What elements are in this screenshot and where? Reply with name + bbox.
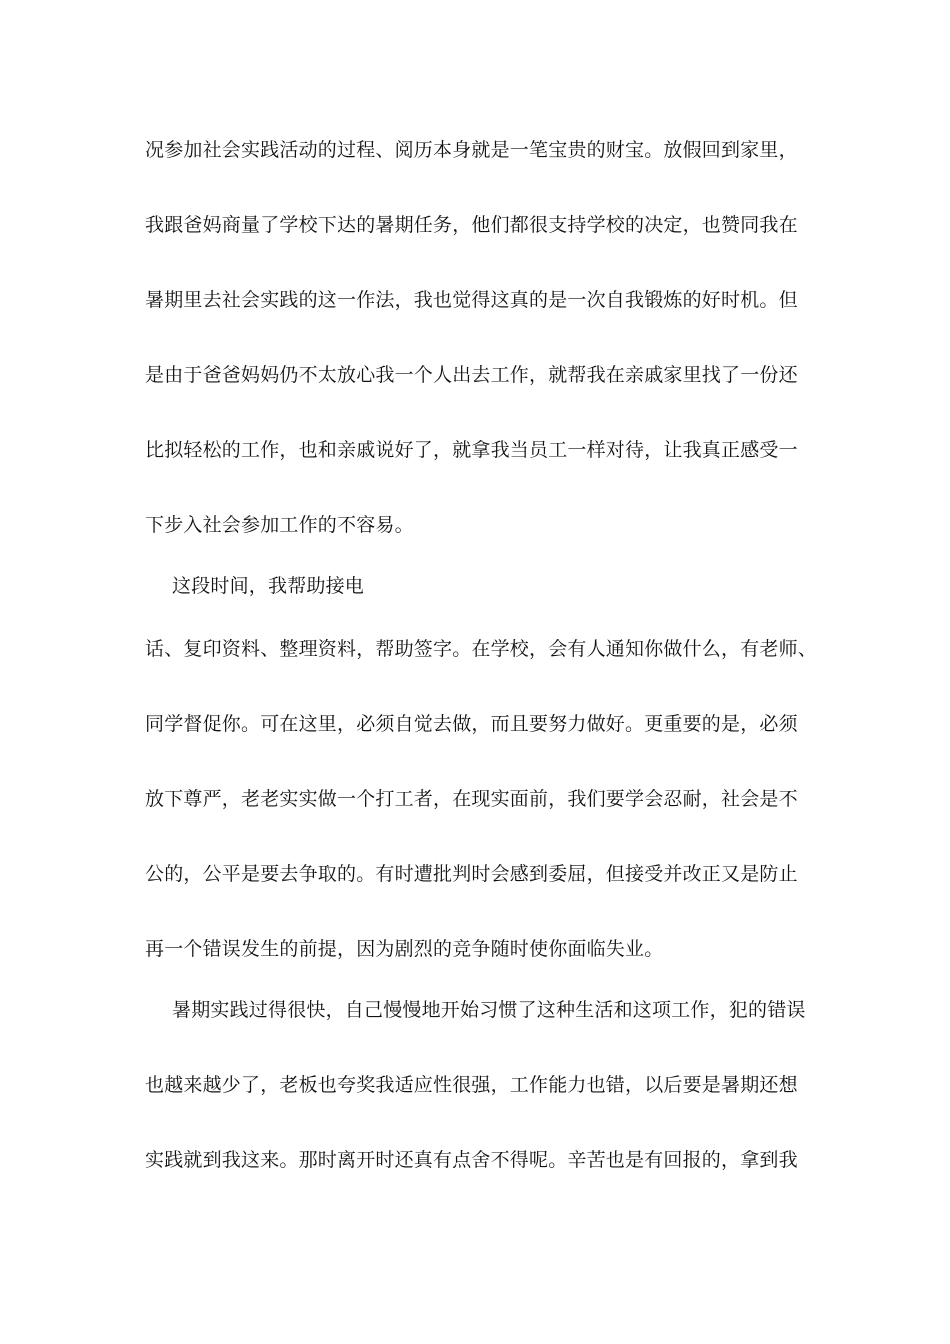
- text-line: 暑期里去社会实践的这一作法，我也觉得这真的是一次自我锻炼的好时机。但: [145, 289, 798, 311]
- text-line: 也越来越少了，老板也夸奖我适应性很强，工作能力也错，以后要是暑期还想: [145, 1074, 798, 1096]
- text-line: 我跟爸妈商量了学校下达的暑期任务，他们都很支持学校的决定，也赞同我在: [145, 214, 798, 236]
- text-line: 比拟轻松的工作，也和亲戚说好了，就拿我当员工一样对待，让我真正感受一: [145, 439, 798, 461]
- text-line: 况参加社会实践活动的过程、阅历本身就是一笔宝贵的财宝。放假回到家里，: [145, 139, 798, 161]
- text-line: 再一个错误发生的前提，因为剧烈的竞争随时使你面临失业。: [145, 938, 664, 960]
- text-line: 公的，公平是要去争取的。有时遭批判时会感到委屈，但接受并改正又是防止: [145, 863, 798, 885]
- paragraph-start-line: 这段时间，我帮助接电: [172, 575, 365, 597]
- text-line: 实践就到我这来。那时离开时还真有点舍不得呢。辛苦也是有回报的，拿到我: [145, 1149, 798, 1171]
- text-line: 话、复印资料、整理资料，帮助签字。在学校，会有人通知你做什么，有老师、: [145, 638, 818, 660]
- text-line: 是由于爸爸妈妈仍不太放心我一个人出去工作，就帮我在亲戚家里找了一份还: [145, 364, 798, 386]
- text-line: 同学督促你。可在这里，必须自觉去做，而且要努力做好。更重要的是，必须: [145, 713, 798, 735]
- text-line: 放下尊严，老老实实做一个打工者，在现实面前，我们要学会忍耐，社会是不: [145, 788, 798, 810]
- text-line: 下步入社会参加工作的不容易。: [145, 514, 414, 536]
- paragraph-start-line: 暑期实践过得很快，自己慢慢地开始习惯了这种生活和这项工作，犯的错误: [172, 999, 806, 1021]
